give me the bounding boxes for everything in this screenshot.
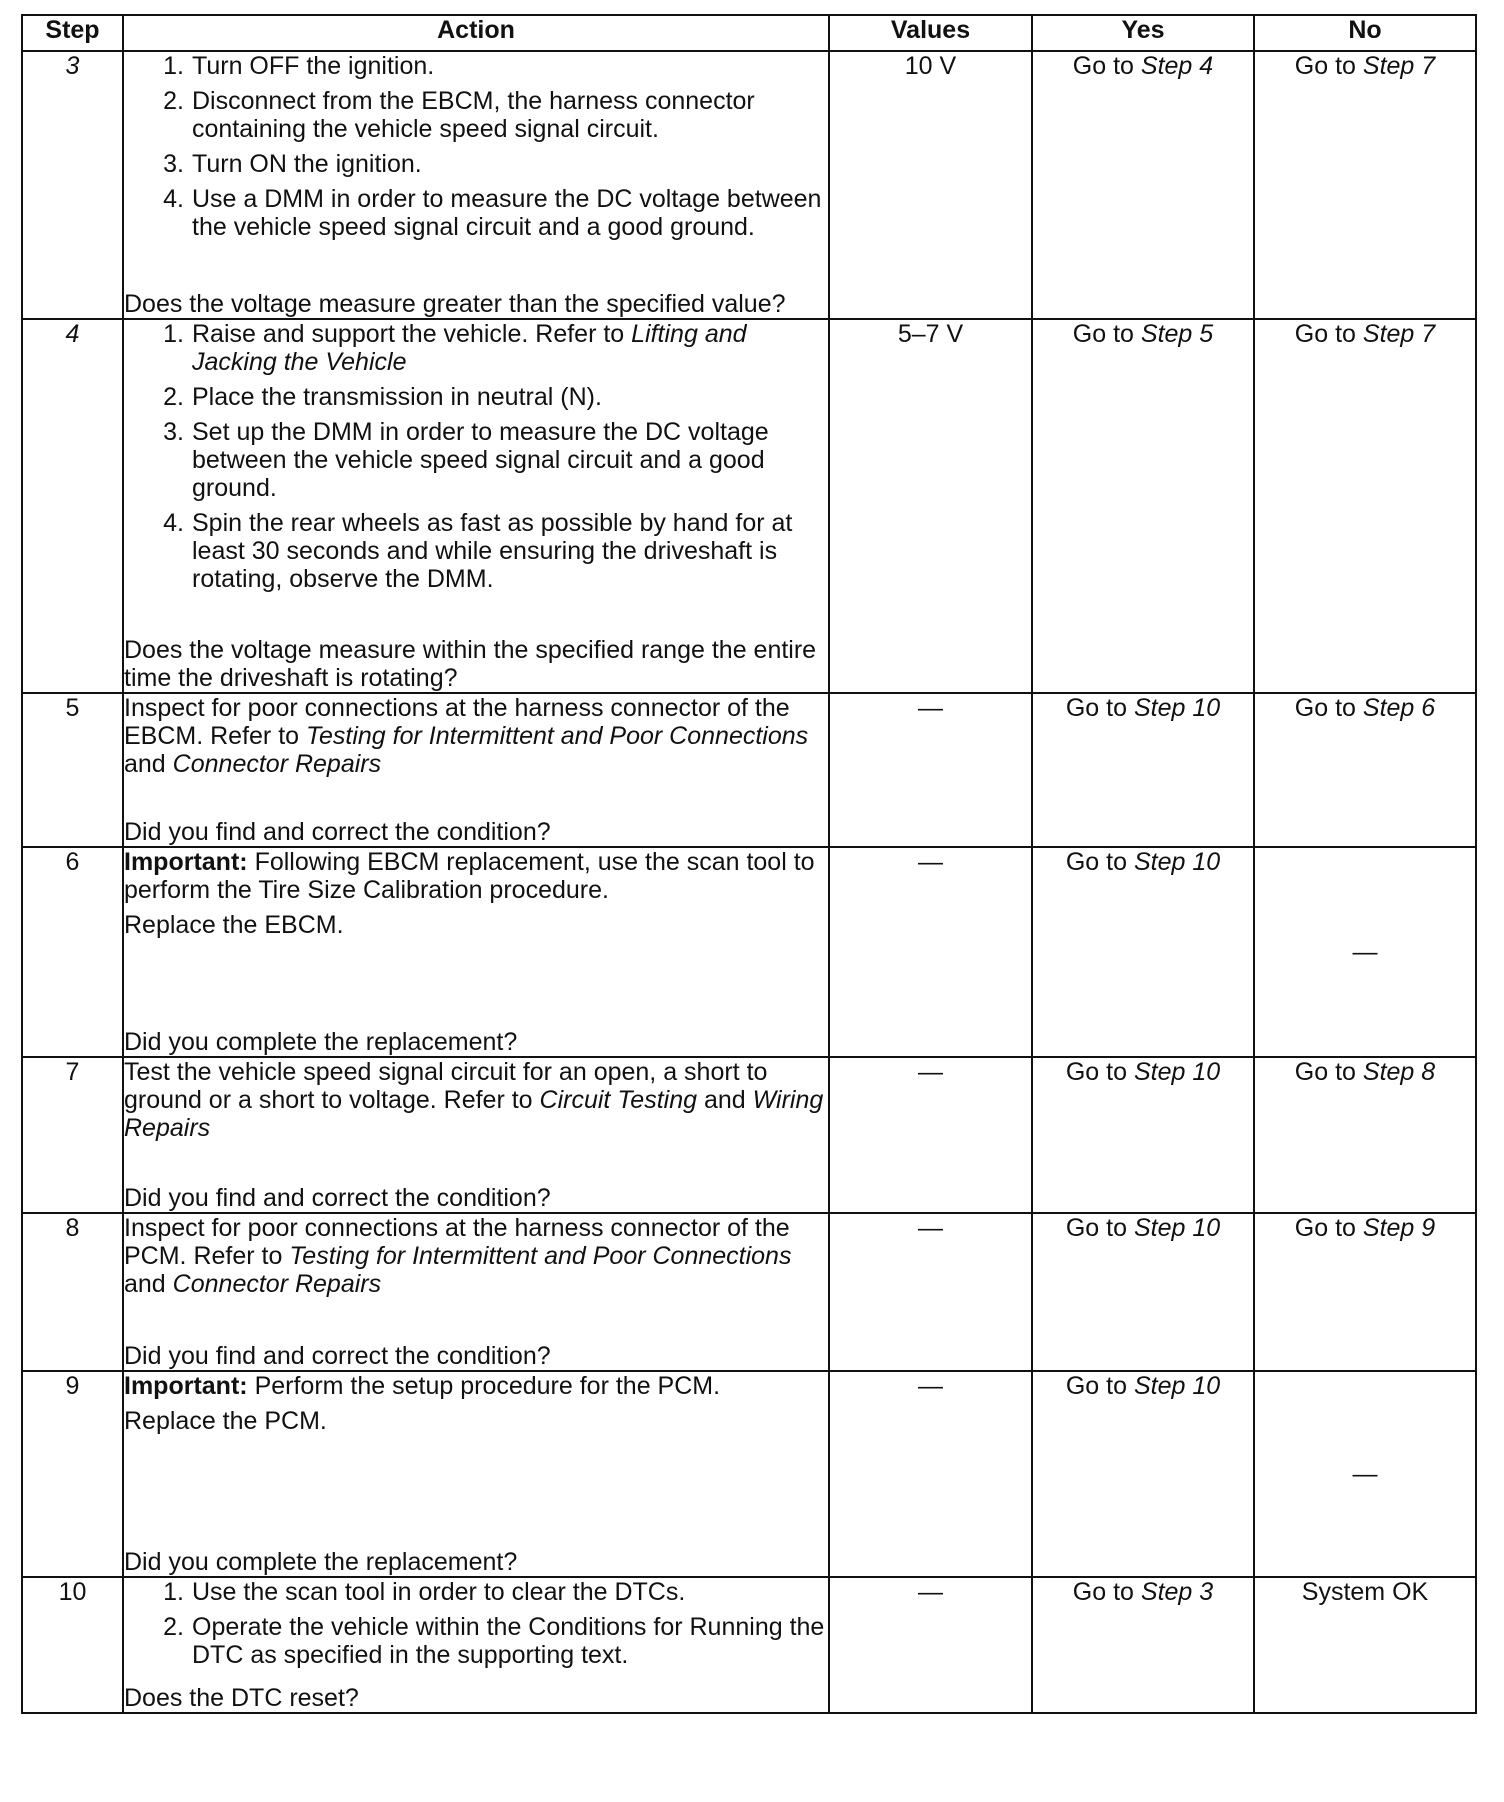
step-number: 9	[22, 1371, 123, 1577]
no-step-link[interactable]: Step 8	[1362, 1058, 1436, 1086]
header-step: Step	[22, 15, 123, 51]
no-cell: Go to Step 8	[1254, 1057, 1476, 1213]
action-cell	[123, 1577, 829, 1713]
list-item: 2. Operate the vehicle within the Conditions for Running the DTC as specified in the supporting text.	[163, 1613, 825, 1669]
important-note: Important: Perform the setup procedure for the PCM.	[124, 1372, 721, 1400]
list-item: 2. Place the transmission in neutral (N).	[163, 383, 602, 411]
value-cell: 5–7 V	[829, 319, 1032, 693]
instruction: Replace the EBCM.	[124, 911, 344, 939]
reference-link[interactable]: Testing for Intermittent and Poor Connections	[289, 1242, 792, 1270]
step-number: 7	[22, 1057, 123, 1213]
list-item: 1. Use the scan tool in order to clear the DTCs.	[163, 1578, 686, 1606]
table-row-step-7	[22, 1057, 1476, 1213]
table-row-step-5	[22, 693, 1476, 847]
no-cell: Go to Step 9	[1254, 1213, 1476, 1371]
yes-step-link[interactable]: Step 4	[1140, 52, 1214, 80]
list-item: 3. Turn ON the ignition.	[163, 150, 422, 178]
value-cell: —	[829, 1057, 1032, 1213]
diagnostic-table	[21, 14, 1477, 1714]
no-step-link[interactable]: Step 7	[1362, 52, 1436, 80]
action-steps	[124, 1578, 828, 1676]
header-values: Values	[829, 15, 1032, 51]
no-step-link[interactable]: Step 9	[1362, 1214, 1436, 1242]
reference-link[interactable]: Lifting and Jacking the Vehicle	[192, 320, 747, 376]
list-item: 1. Turn OFF the ignition.	[163, 52, 435, 80]
list-item: 4. Use a DMM in order to measure the DC voltage between the vehicle speed signal circuit and a good ground.	[163, 185, 822, 241]
question: Did you find and correct the condition?	[124, 1342, 551, 1370]
action-cell	[123, 1371, 829, 1577]
question: Does the DTC reset?	[124, 1684, 359, 1712]
table-row-step-9	[22, 1371, 1476, 1577]
no-step-link[interactable]: Step 6	[1362, 694, 1436, 722]
action-cell	[123, 1057, 829, 1213]
list-item: 4. Spin the rear wheels as fast as possible by hand for at least 30 seconds and while ensuring the driveshaft is rotating, observe the DMM.	[163, 509, 793, 593]
yes-step-link[interactable]: Step 10	[1133, 1214, 1221, 1242]
yes-cell: Go to Step 10	[1032, 1213, 1254, 1371]
no-cell: Go to Step 6	[1254, 693, 1476, 847]
action-steps	[124, 320, 828, 600]
reference-link[interactable]: Connector Repairs	[172, 1270, 382, 1298]
table-row-step-10	[22, 1577, 1476, 1713]
table-row-step-3	[22, 51, 1476, 319]
reference-link[interactable]: Circuit Testing	[539, 1086, 698, 1114]
header-no: No	[1254, 15, 1476, 51]
step-number: 8	[22, 1213, 123, 1371]
question: Does the voltage measure greater than the specified value?	[124, 290, 786, 318]
table-row-step-8	[22, 1213, 1476, 1371]
instruction: Replace the PCM.	[124, 1407, 327, 1435]
step-number: 5	[22, 693, 123, 847]
question: Did you find and correct the condition?	[124, 1184, 551, 1212]
reference-link[interactable]: Testing for Intermittent and Poor Connections	[306, 722, 809, 750]
yes-step-link[interactable]: Step 10	[1133, 694, 1221, 722]
value-cell: —	[829, 1213, 1032, 1371]
table-row-step-6	[22, 847, 1476, 1057]
yes-cell: Go to Step 10	[1032, 847, 1254, 1057]
action-cell	[123, 51, 829, 319]
table-row-step-4	[22, 319, 1476, 693]
list-item: 1. Raise and support the vehicle. Refer to Lifting and Jacking the Vehicle	[163, 320, 747, 376]
instruction: Test the vehicle speed signal circuit for an open, a short to ground or a short to voltage. Refer to Circuit Testing and Wiring Repairs	[124, 1058, 824, 1142]
yes-cell: Go to Step 3	[1032, 1577, 1254, 1713]
no-cell: —	[1254, 1371, 1476, 1577]
action-cell	[123, 847, 829, 1057]
step-number: 3	[22, 51, 123, 319]
question: Did you complete the replacement?	[124, 1028, 518, 1056]
yes-cell: Go to Step 4	[1032, 51, 1254, 319]
question: Does the voltage measure within the specified range the entire time the driveshaft is rotating?	[124, 636, 817, 692]
yes-step-link[interactable]: Step 5	[1140, 320, 1214, 348]
question: Did you find and correct the condition?	[124, 818, 551, 846]
list-item: 2. Disconnect from the EBCM, the harness connector containing the vehicle speed signal circuit.	[163, 87, 755, 143]
no-cell: —	[1254, 847, 1476, 1057]
action-cell	[123, 1213, 829, 1371]
step-number: 6	[22, 847, 123, 1057]
value-cell: —	[829, 847, 1032, 1057]
yes-cell: Go to Step 5	[1032, 319, 1254, 693]
reference-link[interactable]: Wiring Repairs	[124, 1086, 824, 1142]
yes-step-link[interactable]: Step 10	[1133, 1058, 1221, 1086]
value-cell: —	[829, 1577, 1032, 1713]
instruction: Inspect for poor connections at the harness connector of the PCM. Refer to Testing for Intermittent and Poor Connections and Connector Repairs	[124, 1214, 792, 1298]
yes-step-link[interactable]: Step 3	[1140, 1578, 1214, 1606]
yes-step-link[interactable]: Step 10	[1133, 848, 1221, 876]
header-action: Action	[123, 15, 829, 51]
header-yes: Yes	[1032, 15, 1254, 51]
step-number: 4	[22, 319, 123, 693]
instruction: Inspect for poor connections at the harness connector of the EBCM. Refer to Testing for Intermittent and Poor Connections and Connector Repairs	[124, 694, 809, 778]
step-number: 10	[22, 1577, 123, 1713]
no-cell: Go to Step 7	[1254, 319, 1476, 693]
no-cell: System OK	[1254, 1577, 1476, 1713]
question: Did you complete the replacement?	[124, 1548, 518, 1576]
value-cell: 10 V	[829, 51, 1032, 319]
important-note: Important: Following EBCM replacement, use the scan tool to perform the Tire Size Calibration procedure.	[124, 848, 815, 904]
action-cell	[123, 319, 829, 693]
no-step-link[interactable]: Step 7	[1362, 320, 1436, 348]
yes-step-link[interactable]: Step 10	[1133, 1372, 1221, 1400]
yes-cell: Go to Step 10	[1032, 693, 1254, 847]
value-cell: —	[829, 1371, 1032, 1577]
yes-cell: Go to Step 10	[1032, 1371, 1254, 1577]
value-cell: —	[829, 693, 1032, 847]
reference-link[interactable]: Connector Repairs	[172, 750, 382, 778]
action-steps	[124, 52, 828, 248]
no-cell: Go to Step 7	[1254, 51, 1476, 319]
action-cell	[123, 693, 829, 847]
yes-cell: Go to Step 10	[1032, 1057, 1254, 1213]
list-item: 3. Set up the DMM in order to measure the DC voltage between the vehicle speed signal circuit and a good ground.	[163, 418, 769, 502]
header-row	[22, 15, 1476, 51]
